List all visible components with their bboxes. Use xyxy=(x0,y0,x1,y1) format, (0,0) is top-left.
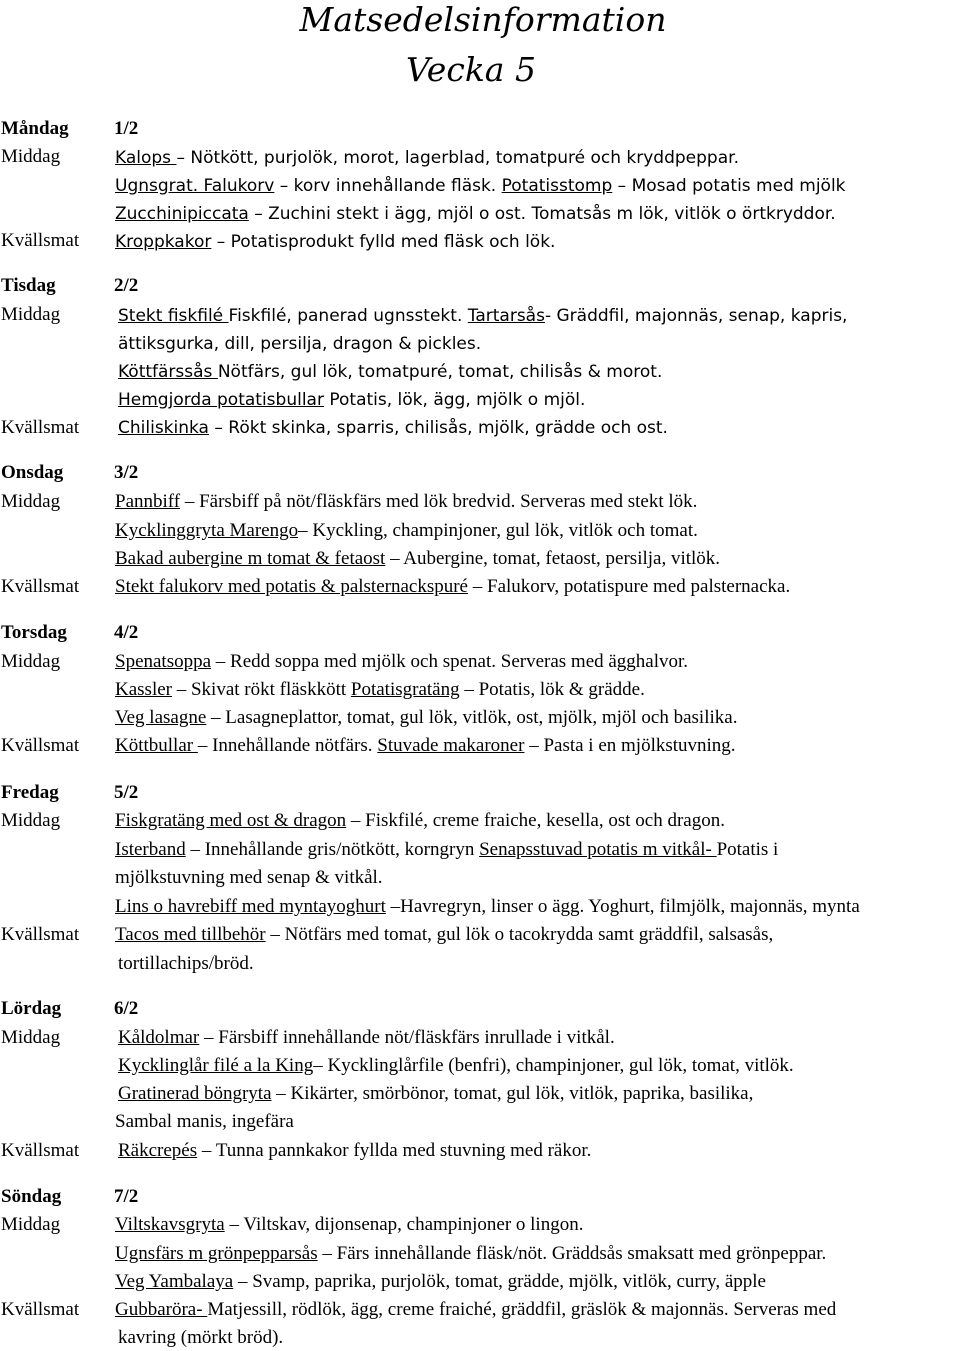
menu-line xyxy=(115,1109,294,1135)
menu-line xyxy=(118,359,662,385)
day-heading-sunday xyxy=(1,1184,144,1210)
dish-name: Senapsstuvad potatis m vitkål- xyxy=(479,839,717,860)
kvallsmat-label: Kvällsmat xyxy=(1,230,80,251)
day-name: Onsdag xyxy=(1,462,64,483)
dish-description: Färsbiff innehållande nöt/fläskfärs inrullade i vitkål. xyxy=(218,1027,615,1048)
dish-name: Chiliskinka xyxy=(118,418,209,438)
day-date: 3/2 xyxy=(114,462,139,483)
middag-label: Middag xyxy=(1,1027,61,1048)
dish-name: Kassler xyxy=(115,679,172,700)
middag-label: Middag xyxy=(1,304,61,325)
dish-name: Lins o havrebiff med myntayoghurt xyxy=(115,896,386,917)
day-heading-tuesday xyxy=(1,273,144,299)
dish-description: Tunna pannkakor fyllda med stuvning med räkor. xyxy=(215,1140,592,1161)
menu-line xyxy=(115,865,383,891)
menu-line xyxy=(118,387,585,413)
dish-description: Matjessill, rödlök, ägg, creme fraiché, gräddfil, gräslök & majonnäs. Serveras med xyxy=(207,1299,837,1320)
dish-description: Potatis, lök & grädde. xyxy=(478,679,645,700)
dish-description: Innehållande gris/nötkött, korngryn xyxy=(204,839,480,860)
dish-name: Kåldolmar xyxy=(118,1027,200,1048)
middag-label: Middag xyxy=(1,1214,61,1235)
menu-line: Spenatsoppa – Redd soppa med mjölk och spenat. Serveras med ägghalvor. xyxy=(115,651,689,672)
dish-description: Havregryn, linser o ägg. Yoghurt, filmjölk, majonnäs, mynta xyxy=(400,896,860,917)
day-heading-wednesday xyxy=(1,460,144,486)
menu-line xyxy=(118,951,254,977)
kvallsmat-label: Kvällsmat xyxy=(1,1140,80,1161)
kvallsmat-label: Kvällsmat xyxy=(1,576,80,597)
dish-description: Viltskav, dijonsenap, champinjoner o lingon. xyxy=(243,1214,584,1235)
dish-description: Potatisprodukt fylld med fläsk och lök. xyxy=(230,232,556,252)
menu-line: Veg lasagne – Lasagneplattor, tomat, gul lök, vitlök, ost, mjölk, mjöl och basilika. xyxy=(115,707,738,728)
middag-label: Middag xyxy=(1,491,61,512)
day-heading-thursday xyxy=(1,620,144,646)
menu-line: Ugnsfärs m grönpepparsås – Färs innehållande fläsk/nöt. Gräddsås smaksatt med grönpeppar. xyxy=(115,1243,827,1264)
middag-label: Middag xyxy=(1,651,61,672)
dish-name: Stuvade makaroner xyxy=(377,735,525,756)
menu-line: Kroppkakor – Potatisprodukt fylld med fläsk och lök. xyxy=(115,232,556,252)
dish-name: Kalops xyxy=(115,148,177,168)
dish-description: Sambal manis, ingefära xyxy=(115,1111,294,1132)
dish-description: Nötfärs med tomat, gul lök o tacokrydda samt gräddfil, salsasås, xyxy=(284,924,774,945)
menu-line: Kassler – Skivat rökt fläskkött Potatisgratäng – Potatis, lök & grädde. xyxy=(115,679,645,700)
dish-name: Ugnsfärs m grönpepparsås xyxy=(115,1243,318,1264)
menu-line: Gratinerad böngryta – Kikärter, smörbönor, tomat, gul lök, vitlök, paprika, basilika, xyxy=(118,1083,754,1104)
kvallsmat-label: Kvällsmat xyxy=(1,924,80,945)
dish-name: Gratinerad böngryta xyxy=(118,1083,272,1104)
day-name: Torsdag xyxy=(1,622,67,643)
dish-name: Gubbaröra- xyxy=(115,1299,208,1320)
dish-name: Tartarsås xyxy=(467,306,545,326)
menu-line: Zucchinipiccata – Zuchini stekt i ägg, mjöl o ost. Tomatsås m lök, vitlök o örtkryddor. xyxy=(115,204,836,224)
dish-description: Fiskfilé, creme fraiche, kesella, ost och dragon. xyxy=(365,810,725,831)
day-name: Måndag xyxy=(1,118,69,139)
day-heading-saturday xyxy=(1,996,144,1022)
menu-line: Kycklinglår filé a la King– Kycklinglårfile (benfri), champinjoner, gul lök, tomat, vitlök. xyxy=(118,1055,794,1076)
menu-line: Tacos med tillbehör – Nötfärs med tomat, gul lök o tacokrydda samt gräddfil, salsasås, xyxy=(115,924,774,945)
dish-name: Kroppkakor xyxy=(115,232,212,252)
day-date: 4/2 xyxy=(114,622,139,643)
dish-name: Köttfärssås xyxy=(118,362,218,382)
dish-description: Fiskfilé, panerad ugnsstekt. xyxy=(228,306,468,326)
dish-name: Isterband xyxy=(115,839,186,860)
menu-line: Chiliskinka – Rökt skinka, sparris, chilisås, mjölk, grädde och ost. xyxy=(118,418,668,438)
menu-line: Pannbiff – Färsbiff på nöt/fläskfärs med lök bredvid. Serveras med stekt lök. xyxy=(115,491,698,512)
menu-line xyxy=(115,1297,836,1323)
menu-line: Veg Yambalaya – Svamp, paprika, purjolök, tomat, grädde, mjölk, vitlök, curry, äpple xyxy=(115,1271,766,1292)
dish-description: Färsbiff på nöt/fläskfärs med lök bredvid. Serveras med stekt lök. xyxy=(199,491,698,512)
dish-description: Färs innehållande fläsk/nöt. Gräddsås smaksatt med grönpeppar. xyxy=(336,1243,827,1264)
menu-line: Kåldolmar – Färsbiff innehållande nöt/fläskfärs inrullade i vitkål. xyxy=(118,1027,615,1048)
day-date: 6/2 xyxy=(114,998,139,1019)
dish-name: Potatisstomp xyxy=(501,176,613,196)
dish-name: Pannbiff xyxy=(115,491,181,512)
menu-line: Viltskavsgryta – Viltskav, dijonsenap, champinjoner o lingon. xyxy=(115,1214,584,1235)
dish-description: Skivat rökt fläskkött xyxy=(190,679,351,700)
dish-description: Nötfärs, gul lök, tomatpuré, tomat, chilisås & morot. xyxy=(217,362,663,382)
menu-line: Fiskgratäng med ost & dragon – Fiskfilé, creme fraiche, kesella, ost och dragon. xyxy=(115,810,725,831)
dish-name: Stekt falukorv med potatis & palsternackspuré xyxy=(115,576,468,597)
dish-description: Aubergine, tomat, fetaost, persilja, vitlök. xyxy=(403,548,721,569)
menu-line xyxy=(118,303,847,329)
dish-description: mjölkstuvning med senap & vitkål. xyxy=(115,867,383,888)
dish-name: Bakad aubergine m tomat & fetaost xyxy=(115,548,386,569)
middag-label: Middag xyxy=(1,146,61,167)
dish-name: Zucchinipiccata xyxy=(115,204,249,224)
middag-label: Middag xyxy=(1,810,61,831)
dish-description: ättiksgurka, dill, persilja, dragon & pickles. xyxy=(118,334,482,354)
day-heading-monday xyxy=(1,116,144,142)
dish-description: - Gräddfil, majonnäs, senap, kapris, xyxy=(544,306,848,326)
dish-description: Kycklinglårfile (benfri), champinjoner, gul lök, tomat, vitlök. xyxy=(327,1055,794,1076)
menu-line xyxy=(118,1325,283,1351)
day-name: Söndag xyxy=(1,1186,62,1207)
dish-name: Spenatsoppa xyxy=(115,651,212,672)
dish-description: Potatis, lök, ägg, mjölk o mjöl. xyxy=(329,390,586,410)
day-date: 2/2 xyxy=(114,275,139,296)
dish-name: Tacos med tillbehör xyxy=(115,924,266,945)
menu-line: Kalops – Nötkött, purjolök, morot, lagerblad, tomatpuré och kryddpeppar. xyxy=(115,148,739,168)
menu-line: Isterband – Innehållande gris/nötkött, korngryn Senapsstuvad potatis m vitkål- Potatis i xyxy=(115,839,779,860)
day-name: Tisdag xyxy=(1,275,56,296)
dish-name: Viltskavsgryta xyxy=(115,1214,225,1235)
dish-description: Mosad potatis med mjölk xyxy=(631,176,846,196)
menu-line: Stekt falukorv med potatis & palsternackspuré – Falukorv, potatispure med palsternacka. xyxy=(115,576,791,597)
dish-name: Kycklinglår filé a la King xyxy=(118,1055,314,1076)
dish-name: Kycklinggryta Marengo xyxy=(115,520,299,541)
dish-description: Lasagneplattor, tomat, gul lök, vitlök, ost, mjölk, mjöl och basilika. xyxy=(225,707,738,728)
dish-description: Kikärter, smörbönor, tomat, gul lök, vitlök, paprika, basilika, xyxy=(290,1083,754,1104)
dish-description: Svamp, paprika, purjolök, tomat, grädde, mjölk, vitlök, curry, äpple xyxy=(252,1271,766,1292)
dish-description: Innehållande nötfärs. xyxy=(212,735,378,756)
dish-description: Nötkött, purjolök, morot, lagerblad, tomatpuré och kryddpeppar. xyxy=(190,148,739,168)
menu-line xyxy=(118,331,481,357)
kvallsmat-label: Kvällsmat xyxy=(1,735,80,756)
dish-name: Potatisgratäng xyxy=(350,679,460,700)
dish-description: Falukorv, potatispure med palsternacka. xyxy=(487,576,791,597)
page-title: Matsedelsinformation xyxy=(299,0,667,39)
day-name: Fredag xyxy=(1,782,59,803)
dish-description: korv innehållande fläsk. xyxy=(293,176,502,196)
menu-line: Lins o havrebiff med myntayoghurt –Havregryn, linser o ägg. Yoghurt, filmjölk, majonnäs, mynta xyxy=(115,896,860,917)
dish-name: Stekt fiskfilé xyxy=(118,306,229,326)
dish-description: kavring (mörkt bröd). xyxy=(118,1327,284,1348)
dish-name: Köttbullar xyxy=(115,735,198,756)
dish-description: Redd soppa med mjölk och spenat. Serveras med ägghalvor. xyxy=(230,651,689,672)
day-heading-friday xyxy=(1,780,144,806)
dish-description: Pasta i en mjölkstuvning. xyxy=(543,735,736,756)
menu-line: Köttbullar – Innehållande nötfärs. Stuvade makaroner – Pasta i en mjölkstuvning. xyxy=(115,735,736,756)
dish-description: Potatis i xyxy=(716,839,779,860)
day-date: 5/2 xyxy=(114,782,139,803)
dish-name: Veg lasagne xyxy=(115,707,207,728)
day-date: 1/2 xyxy=(114,118,139,139)
menu-line: Räkcrepés – Tunna pannkakor fyllda med stuvning med räkor. xyxy=(118,1140,592,1161)
dish-description: tortillachips/bröd. xyxy=(118,953,254,974)
dish-name: Hemgjorda potatisbullar xyxy=(118,390,324,410)
kvallsmat-label: Kvällsmat xyxy=(1,417,80,438)
day-date: 7/2 xyxy=(114,1186,139,1207)
dish-description: Zuchini stekt i ägg, mjöl o ost. Tomatsås m lök, vitlök o örtkryddor. xyxy=(268,204,836,224)
dish-name: Ugnsgrat. Falukorv xyxy=(115,176,275,196)
dish-description: Kyckling, champinjoner, gul lök, vitlök och tomat. xyxy=(312,520,698,541)
dish-name: Räkcrepés xyxy=(118,1140,198,1161)
day-name: Lördag xyxy=(1,998,62,1019)
dish-name: Veg Yambalaya xyxy=(115,1271,234,1292)
dish-name: Fiskgratäng med ost & dragon xyxy=(115,810,347,831)
menu-line: Ugnsgrat. Falukorv – korv innehållande fläsk. Potatisstomp – Mosad potatis med mjölk xyxy=(115,176,846,196)
kvallsmat-label: Kvällsmat xyxy=(1,1299,80,1320)
dish-description: Rökt skinka, sparris, chilisås, mjölk, grädde och ost. xyxy=(228,418,668,438)
menu-line: Kycklinggryta Marengo– Kyckling, champinjoner, gul lök, vitlök och tomat. xyxy=(115,520,698,541)
week-title: Vecka 5 xyxy=(406,50,536,89)
menu-line: Bakad aubergine m tomat & fetaost – Aubergine, tomat, fetaost, persilja, vitlök. xyxy=(115,548,721,569)
